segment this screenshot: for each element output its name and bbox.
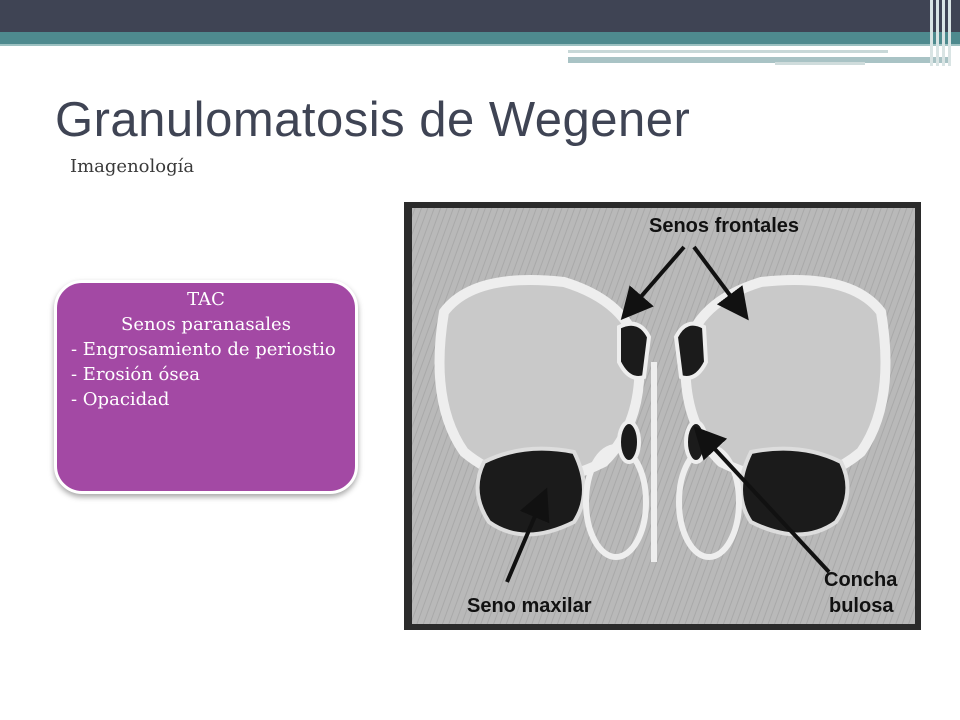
decorative-stripes (930, 0, 956, 66)
header-bar (0, 0, 960, 32)
accent-line (568, 50, 888, 53)
accent-line (775, 62, 865, 65)
stripe (948, 0, 951, 66)
stripe (936, 0, 939, 66)
label-concha-line1: Concha (824, 569, 898, 591)
header-teal-line (0, 44, 960, 46)
header-teal-band (0, 32, 960, 44)
slide-subtitle: Imagenología (70, 156, 195, 177)
finding-item: - Erosión ósea (71, 364, 200, 385)
box-heading: TAC (187, 289, 225, 310)
stripe (942, 0, 945, 66)
accent-line (568, 57, 948, 63)
ct-scan-image (404, 202, 921, 630)
label-frontal-sinuses: Senos frontales (649, 215, 800, 237)
label-maxillary-sinus: Seno maxilar (467, 595, 592, 617)
findings-box (54, 280, 358, 494)
finding-item: - Opacidad (71, 389, 170, 410)
stripe (930, 0, 933, 66)
findings-list (71, 337, 341, 412)
slide-title: Granulomatosis de Wegener (55, 93, 691, 147)
finding-item: - Engrosamiento de periostio (71, 339, 336, 360)
label-concha-line2: bulosa (829, 595, 894, 617)
box-subheading: Senos paranasales (121, 314, 291, 335)
